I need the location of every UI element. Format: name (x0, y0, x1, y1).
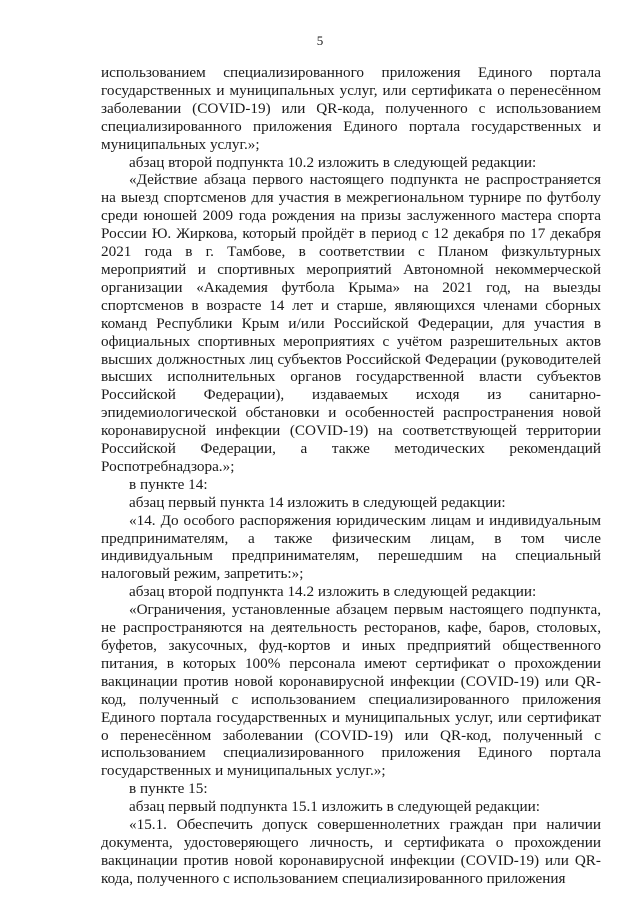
paragraph-instruction: абзац второй подпункта 14.2 изложить в следующей редакции: (129, 583, 537, 601)
paragraph-continuation: использованием специализированного приложения Единого портала государственных и муниципальных услуг, или сертификата о перенесённом заболевании (COVID-19) или QR-кода, полученного с использованием специализированного приложения Единого портала государственных и муниципальных услуг.»; (101, 64, 601, 153)
paragraph-quoted-text: «14. До особого распоряжения юридическим лицам и индивидуальным предпринимателям, а также физическим лицам, в том числе индивидуальным предпринимателям, перешедшим на специальный налоговый режим, запретить:»; (101, 511, 601, 583)
paragraph-quoted-text: «Действие абзаца первого настоящего подпункта не распространяется на выезд спортсменов для участия в межрегиональном турнире по футболу среди юношей 2009 года рождения на призы заслуженного мастера спорта России Ю. Жиркова, который пройдёт в период с 12 декабря по 17 декабря 2021 года в г. Тамбове, в соответствии с Планом физкультурных мероприятий и спортивных мероприятий Автономной некоммерческой организации «Академия футбола Крыма» на 2021 год, на выезды спортсменов в возрасте 14 лет и старше, являющихся членами сборных команд Республики Крым и/или Российской Федерации, для участия в официальных спортивных мероприятиях с учётом разрешительных актов высших должностных лиц субъектов Российской Федерации (руководителей высших исполнительных органов государственной власти субъектов Российской Федерации), издаваемых исходя из санитарно-эпидемиологической обстановки и особенностей распространения новой коронавирусной инфекции (COVID-19) на соответствующей территории Российской Федерации, а также методических рекомендаций Роспотребнадзора.»; (101, 171, 601, 475)
paragraph-instruction: абзац второй подпункта 10.2 изложить в следующей редакции: (129, 153, 537, 171)
paragraph-quoted-text: «Ограничения, установленные абзацем первым настоящего подпункта, не распространяются на деятельность ресторанов, кафе, баров, столовых, буфетов, закусочных, фуд-кортов и иных предприятий общественного питания, в которых 100% персонала имеют сертификат о прохождении вакцинации против новой коронавирусной инфекции (COVID-19) или QR-код, полученный с использованием специализированного приложения Единого портала государственных и муниципальных услуг, или сертификат о перенесённом заболевании (COVID-19) или QR-код, полученный с использованием специализированного приложения Единого портала государственных и муниципальных услуг.»; (101, 601, 601, 780)
document-body (101, 64, 601, 888)
page-number: 5 (316, 33, 324, 48)
paragraph-instruction: в пункте 15: (129, 780, 208, 798)
paragraph-instruction: абзац первый подпункта 15.1 изложить в следующей редакции: (129, 798, 541, 816)
paragraph-quoted-text: «15.1. Обеспечить допуск совершеннолетних граждан при наличии документа, удостоверяющего личность, и сертификата о прохождении вакцинации против новой коронавирусной инфекции (COVID-19) или QR-кода, полученного с использованием специализированного приложения (101, 816, 601, 887)
paragraph-instruction: в пункте 14: (129, 475, 208, 493)
paragraph-instruction: абзац первый пункта 14 изложить в следующей редакции: (129, 493, 506, 511)
